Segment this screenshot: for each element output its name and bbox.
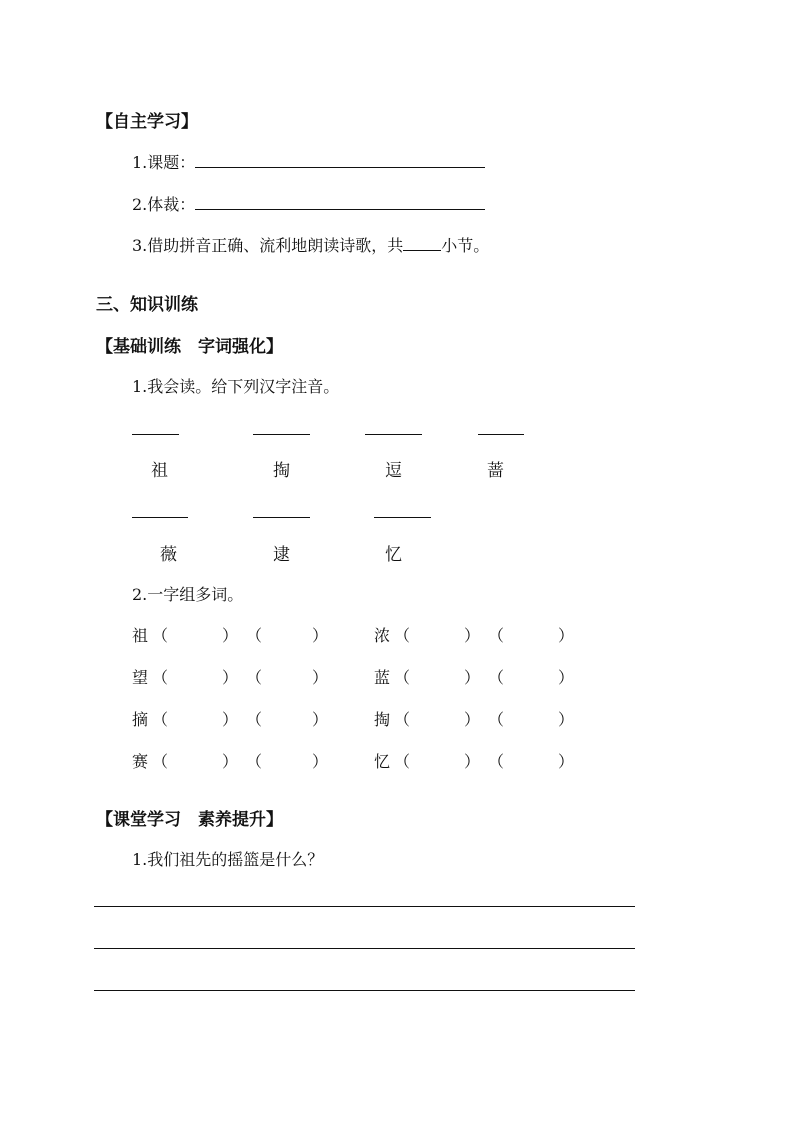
paren-close: ） xyxy=(222,710,239,729)
char: 逮 xyxy=(273,545,290,565)
paren-open: （ xyxy=(394,626,411,645)
word-char: 蓝 xyxy=(374,668,391,687)
pinyin-blank[interactable] xyxy=(253,434,310,435)
item-topic xyxy=(132,150,485,173)
genre-blank[interactable] xyxy=(195,194,485,210)
paren-open: （ xyxy=(394,668,411,687)
paren-close: ） xyxy=(558,752,575,771)
paren-open: （ xyxy=(246,668,263,687)
word-row xyxy=(0,665,794,685)
item-genre xyxy=(132,192,485,215)
char: 薇 xyxy=(160,545,177,565)
paren-open: （ xyxy=(152,752,169,771)
basic-q1: 1.我会读。给下列汉字注音。 xyxy=(132,377,340,396)
word-row xyxy=(0,623,794,643)
paren-open: （ xyxy=(152,668,169,687)
paren-close: ） xyxy=(464,668,481,687)
pinyin-blank[interactable] xyxy=(132,434,179,435)
word-char: 忆 xyxy=(374,752,391,771)
paren-open: （ xyxy=(488,710,505,729)
paren-close: ） xyxy=(312,752,329,771)
pinyin-blank[interactable] xyxy=(132,517,188,518)
paren-close: ） xyxy=(312,710,329,729)
class-heading: 【课堂学习 素养提升】 xyxy=(96,810,283,830)
paren-close: ） xyxy=(558,626,575,645)
char: 掏 xyxy=(273,461,290,481)
basic-q2: 2.一字组多词。 xyxy=(132,585,244,604)
word-char: 浓 xyxy=(374,626,391,645)
item-stanzas-label-before: 3.借助拼音正确、流利地朗读诗歌，共 xyxy=(132,236,404,255)
paren-open: （ xyxy=(246,626,263,645)
paren-close: ） xyxy=(312,626,329,645)
item-genre-label: 2.体裁： xyxy=(132,195,196,214)
answer-line[interactable] xyxy=(94,906,635,907)
word-char: 赛 xyxy=(132,752,149,771)
paren-close: ） xyxy=(222,668,239,687)
char: 逗 xyxy=(385,461,402,481)
paren-open: （ xyxy=(246,710,263,729)
paren-close: ） xyxy=(312,668,329,687)
word-row xyxy=(0,707,794,727)
pinyin-blank[interactable] xyxy=(253,517,310,518)
paren-open: （ xyxy=(488,752,505,771)
word-char: 望 xyxy=(132,668,149,687)
topic-blank[interactable] xyxy=(195,152,485,168)
stanzas-blank[interactable] xyxy=(403,235,441,251)
paren-open: （ xyxy=(152,710,169,729)
paren-close: ） xyxy=(464,710,481,729)
self-study-heading: 【自主学习】 xyxy=(96,112,198,132)
pinyin-blank[interactable] xyxy=(374,517,431,518)
item-stanzas-label-after: 小节。 xyxy=(441,236,490,255)
paren-close: ） xyxy=(222,752,239,771)
basic-heading: 【基础训练 字词强化】 xyxy=(96,337,283,357)
paren-open: （ xyxy=(394,752,411,771)
word-char: 祖 xyxy=(132,626,149,645)
char: 忆 xyxy=(385,545,402,565)
paren-open: （ xyxy=(488,668,505,687)
paren-close: ） xyxy=(558,710,575,729)
paren-close: ） xyxy=(222,626,239,645)
word-char: 摘 xyxy=(132,710,149,729)
pinyin-blank[interactable] xyxy=(365,434,422,435)
paren-close: ） xyxy=(558,668,575,687)
paren-open: （ xyxy=(394,710,411,729)
word-char: 掏 xyxy=(374,710,391,729)
paren-open: （ xyxy=(246,752,263,771)
section3-heading: 三、知识训练 xyxy=(96,295,198,315)
answer-line[interactable] xyxy=(94,948,635,949)
pinyin-blank[interactable] xyxy=(478,434,524,435)
char: 蔷 xyxy=(487,461,504,481)
class-q1: 1.我们祖先的摇篮是什么？ xyxy=(132,850,324,869)
paren-open: （ xyxy=(488,626,505,645)
paren-open: （ xyxy=(152,626,169,645)
paren-close: ） xyxy=(464,752,481,771)
item-topic-label: 1.课题： xyxy=(132,153,196,172)
char: 祖 xyxy=(151,461,168,481)
paren-close: ） xyxy=(464,626,481,645)
word-row xyxy=(0,749,794,769)
item-stanzas xyxy=(132,233,489,256)
answer-line[interactable] xyxy=(94,990,635,991)
